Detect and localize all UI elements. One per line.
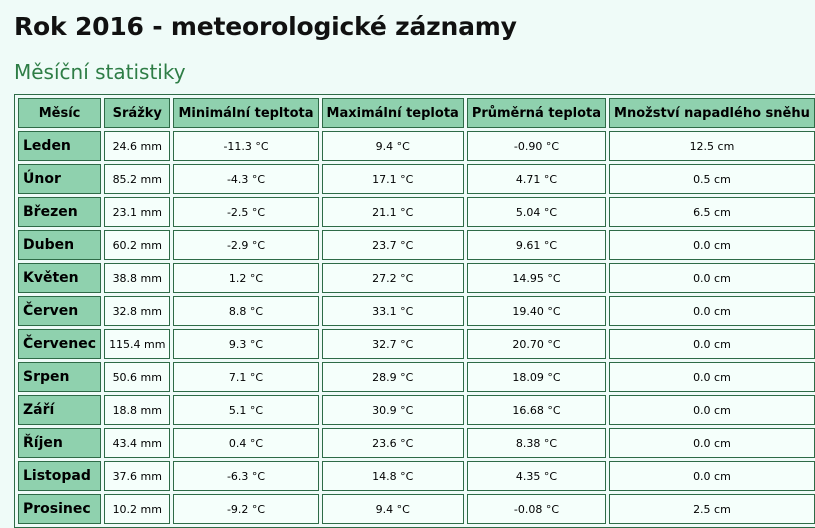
- month-cell: Květen: [18, 263, 101, 293]
- table-body: [18, 131, 815, 524]
- column-header-month: Měsíc: [18, 98, 101, 128]
- column-header-min-temp: Minimální tepltota: [173, 98, 318, 128]
- snowfall-cell: 0.0 cm: [609, 428, 815, 458]
- min-temp-cell: -6.3 °C: [173, 461, 318, 491]
- min-temp-cell: 0.4 °C: [173, 428, 318, 458]
- precipitation-cell: 18.8 mm: [104, 395, 170, 425]
- precipitation-cell: 37.6 mm: [104, 461, 170, 491]
- page-title: Rok 2016 - meteorologické záznamy: [14, 12, 517, 41]
- month-cell: Červenec: [18, 329, 101, 359]
- precipitation-cell: 60.2 mm: [104, 230, 170, 260]
- avg-temp-cell: -0.90 °C: [467, 131, 606, 161]
- table-row: [18, 329, 815, 359]
- table-row: [18, 362, 815, 392]
- avg-temp-cell: 5.04 °C: [467, 197, 606, 227]
- min-temp-cell: 9.3 °C: [173, 329, 318, 359]
- max-temp-cell: 30.9 °C: [322, 395, 464, 425]
- table-row: [18, 263, 815, 293]
- month-cell: Duben: [18, 230, 101, 260]
- max-temp-cell: 27.2 °C: [322, 263, 464, 293]
- table-row: [18, 494, 815, 524]
- precipitation-cell: 32.8 mm: [104, 296, 170, 326]
- avg-temp-cell: -0.08 °C: [467, 494, 606, 524]
- precipitation-cell: 10.2 mm: [104, 494, 170, 524]
- month-cell: Červen: [18, 296, 101, 326]
- month-cell: Říjen: [18, 428, 101, 458]
- month-cell: Září: [18, 395, 101, 425]
- month-cell: Srpen: [18, 362, 101, 392]
- snowfall-cell: 0.0 cm: [609, 329, 815, 359]
- max-temp-cell: 21.1 °C: [322, 197, 464, 227]
- avg-temp-cell: 4.35 °C: [467, 461, 606, 491]
- precipitation-cell: 115.4 mm: [104, 329, 170, 359]
- column-header-avg-temp: Průměrná teplota: [467, 98, 606, 128]
- min-temp-cell: 1.2 °C: [173, 263, 318, 293]
- month-cell: Listopad: [18, 461, 101, 491]
- snowfall-cell: 2.5 cm: [609, 494, 815, 524]
- max-temp-cell: 28.9 °C: [322, 362, 464, 392]
- snowfall-cell: 0.0 cm: [609, 230, 815, 260]
- snowfall-cell: 0.0 cm: [609, 362, 815, 392]
- max-temp-cell: 23.7 °C: [322, 230, 464, 260]
- monthly-stats-table: [14, 94, 815, 528]
- month-cell: Leden: [18, 131, 101, 161]
- avg-temp-cell: 20.70 °C: [467, 329, 606, 359]
- precipitation-cell: 50.6 mm: [104, 362, 170, 392]
- month-cell: Prosinec: [18, 494, 101, 524]
- snowfall-cell: 0.5 cm: [609, 164, 815, 194]
- snowfall-cell: 0.0 cm: [609, 296, 815, 326]
- table-row: [18, 164, 815, 194]
- snowfall-cell: 0.0 cm: [609, 263, 815, 293]
- min-temp-cell: 5.1 °C: [173, 395, 318, 425]
- max-temp-cell: 33.1 °C: [322, 296, 464, 326]
- column-header-max-temp: Maximální teplota: [322, 98, 464, 128]
- precipitation-cell: 85.2 mm: [104, 164, 170, 194]
- avg-temp-cell: 8.38 °C: [467, 428, 606, 458]
- precipitation-cell: 24.6 mm: [104, 131, 170, 161]
- max-temp-cell: 23.6 °C: [322, 428, 464, 458]
- snowfall-cell: 0.0 cm: [609, 395, 815, 425]
- max-temp-cell: 14.8 °C: [322, 461, 464, 491]
- month-cell: Březen: [18, 197, 101, 227]
- min-temp-cell: 7.1 °C: [173, 362, 318, 392]
- snowfall-cell: 0.0 cm: [609, 461, 815, 491]
- min-temp-cell: 8.8 °C: [173, 296, 318, 326]
- month-cell: Únor: [18, 164, 101, 194]
- snowfall-cell: 12.5 cm: [609, 131, 815, 161]
- column-header-snowfall: Množství napadlého sněhu: [609, 98, 815, 128]
- precipitation-cell: 43.4 mm: [104, 428, 170, 458]
- avg-temp-cell: 14.95 °C: [467, 263, 606, 293]
- table-row: [18, 296, 815, 326]
- min-temp-cell: -9.2 °C: [173, 494, 318, 524]
- max-temp-cell: 17.1 °C: [322, 164, 464, 194]
- min-temp-cell: -11.3 °C: [173, 131, 318, 161]
- avg-temp-cell: 19.40 °C: [467, 296, 606, 326]
- table-row: [18, 131, 815, 161]
- min-temp-cell: -2.9 °C: [173, 230, 318, 260]
- snowfall-cell: 6.5 cm: [609, 197, 815, 227]
- table-row: [18, 461, 815, 491]
- table-row: [18, 197, 815, 227]
- column-header-precipitation: Srážky: [104, 98, 170, 128]
- avg-temp-cell: 18.09 °C: [467, 362, 606, 392]
- precipitation-cell: 23.1 mm: [104, 197, 170, 227]
- max-temp-cell: 32.7 °C: [322, 329, 464, 359]
- max-temp-cell: 9.4 °C: [322, 131, 464, 161]
- precipitation-cell: 38.8 mm: [104, 263, 170, 293]
- min-temp-cell: -4.3 °C: [173, 164, 318, 194]
- avg-temp-cell: 9.61 °C: [467, 230, 606, 260]
- avg-temp-cell: 16.68 °C: [467, 395, 606, 425]
- avg-temp-cell: 4.71 °C: [467, 164, 606, 194]
- table-row: [18, 395, 815, 425]
- table-header-row: [18, 98, 815, 128]
- table-row: [18, 230, 815, 260]
- max-temp-cell: 9.4 °C: [322, 494, 464, 524]
- table-row: [18, 428, 815, 458]
- section-title: Měsíční statistiky: [14, 60, 186, 84]
- min-temp-cell: -2.5 °C: [173, 197, 318, 227]
